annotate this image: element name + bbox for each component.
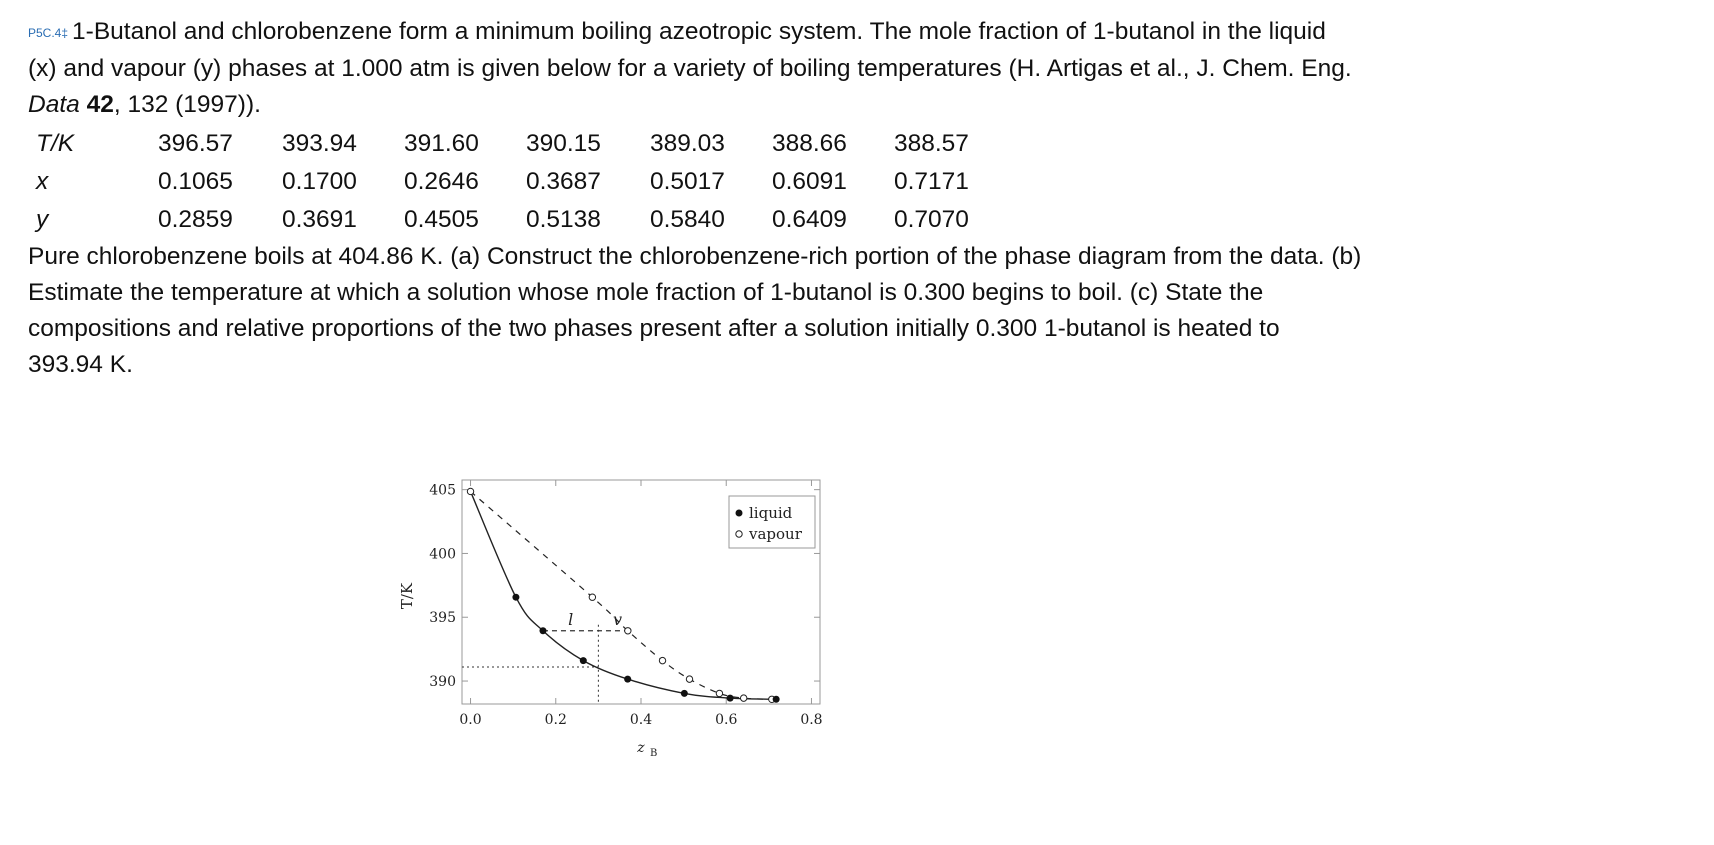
table-cell: 0.4505 — [404, 206, 479, 233]
problem-tag: P5C.4‡ — [28, 26, 69, 40]
table-cell: 0.5138 — [526, 206, 601, 233]
legend-vapour-marker — [736, 531, 742, 537]
table-cell: 0.3687 — [526, 168, 601, 195]
question-text — [28, 239, 1698, 383]
citation-volume: 42 — [86, 91, 114, 118]
legend-liquid-marker — [736, 510, 743, 517]
data-table — [28, 125, 1698, 239]
liquid-point — [580, 657, 587, 664]
vapour-point — [467, 488, 473, 494]
problem-document — [28, 14, 1698, 383]
table-row — [28, 201, 1128, 239]
table-cell: 0.7171 — [894, 168, 969, 195]
table-cell: 393.94 — [282, 130, 357, 157]
liquid-point — [512, 594, 519, 601]
legend-vapour-label: vapour — [749, 525, 802, 543]
question-line: 393.94 K. — [28, 351, 133, 378]
vapour-point — [625, 628, 631, 634]
vapour-point — [716, 690, 722, 696]
x-axis-label: z — [637, 740, 645, 756]
table-row — [28, 125, 1128, 163]
liquid-point — [624, 676, 631, 683]
question-line: Pure chlorobenzene boils at 404.86 K. (a) Construct the chlorobenzene-rich portion of the phase diagram from the data. (b) — [28, 243, 1362, 270]
table-cell: 391.60 — [404, 130, 479, 157]
x-tick-label: 0.8 — [800, 712, 823, 728]
x-tick-label: 0.2 — [544, 712, 567, 728]
table-row-label: x — [36, 168, 49, 195]
table-cell: 0.6091 — [772, 168, 847, 195]
y-axis-label: T/K — [398, 582, 416, 610]
table-cell: 388.57 — [894, 130, 969, 157]
table-cell: 0.5017 — [650, 168, 725, 195]
y-tick-label: 395 — [429, 610, 456, 627]
legend-liquid-label: liquid — [749, 504, 793, 522]
table-cell: 388.66 — [772, 130, 847, 157]
liquid-point — [773, 696, 780, 703]
table-row — [28, 163, 1128, 201]
x-tick-label: 0.6 — [715, 712, 738, 728]
vapour-point — [686, 676, 692, 682]
table-cell: 390.15 — [526, 130, 601, 157]
vapour-point — [589, 594, 595, 600]
intro-line-1: P5C.4‡ 1-Butanol and chlorobenzene form a minimum boiling azeotropic system. The mole fraction of 1-butanol in the liquid — [28, 18, 1326, 45]
citation-journal: Data — [28, 91, 80, 118]
vapour-point — [659, 657, 665, 663]
table-cell: 0.1700 — [282, 168, 357, 195]
liquid-point — [539, 627, 546, 634]
annotation-label: v — [613, 609, 623, 629]
x-tick-label: 0.4 — [629, 712, 653, 728]
x-tick-label: 0.0 — [459, 712, 482, 728]
table-cell: 0.2646 — [404, 168, 479, 195]
intro-line-2: (x) and vapour (y) phases at 1.000 atm is given below for a variety of boiling temperatures (H. Artigas et al., J. Chem. Eng. — [28, 55, 1352, 82]
table-cell: 0.3691 — [282, 206, 357, 233]
table-cell: 0.1065 — [158, 168, 233, 195]
annotation-label: l — [568, 609, 574, 629]
y-tick-label: 390 — [429, 674, 456, 691]
phase-diagram-figure — [400, 480, 920, 840]
table-cell: 0.6409 — [772, 206, 847, 233]
citation-rest: , 132 (1997)). — [113, 91, 261, 118]
table-cell: 0.5840 — [650, 206, 725, 233]
y-tick-label: 405 — [429, 482, 456, 499]
y-tick-label: 400 — [429, 546, 456, 563]
table-cell: 0.7070 — [894, 206, 969, 233]
liquid-point — [681, 690, 688, 697]
x-axis-label-subscript: B — [650, 748, 658, 759]
citation-line — [28, 87, 1698, 123]
vapour-point — [740, 695, 746, 701]
table-cell: 396.57 — [158, 130, 233, 157]
question-line: Estimate the temperature at which a solution whose mole fraction of 1-butanol is 0.300 begins to boil. (c) State the — [28, 279, 1264, 306]
table-row-label: y — [36, 206, 49, 233]
question-line: compositions and relative proportions of the two phases present after a solution initially 0.300 1-butanol is heated to — [28, 315, 1280, 342]
table-row-label: T/K — [36, 130, 75, 157]
table-cell: 0.2859 — [158, 206, 233, 233]
liquid-point — [727, 695, 734, 702]
phase-diagram-chart — [400, 480, 920, 840]
table-cell: 389.03 — [650, 130, 725, 157]
